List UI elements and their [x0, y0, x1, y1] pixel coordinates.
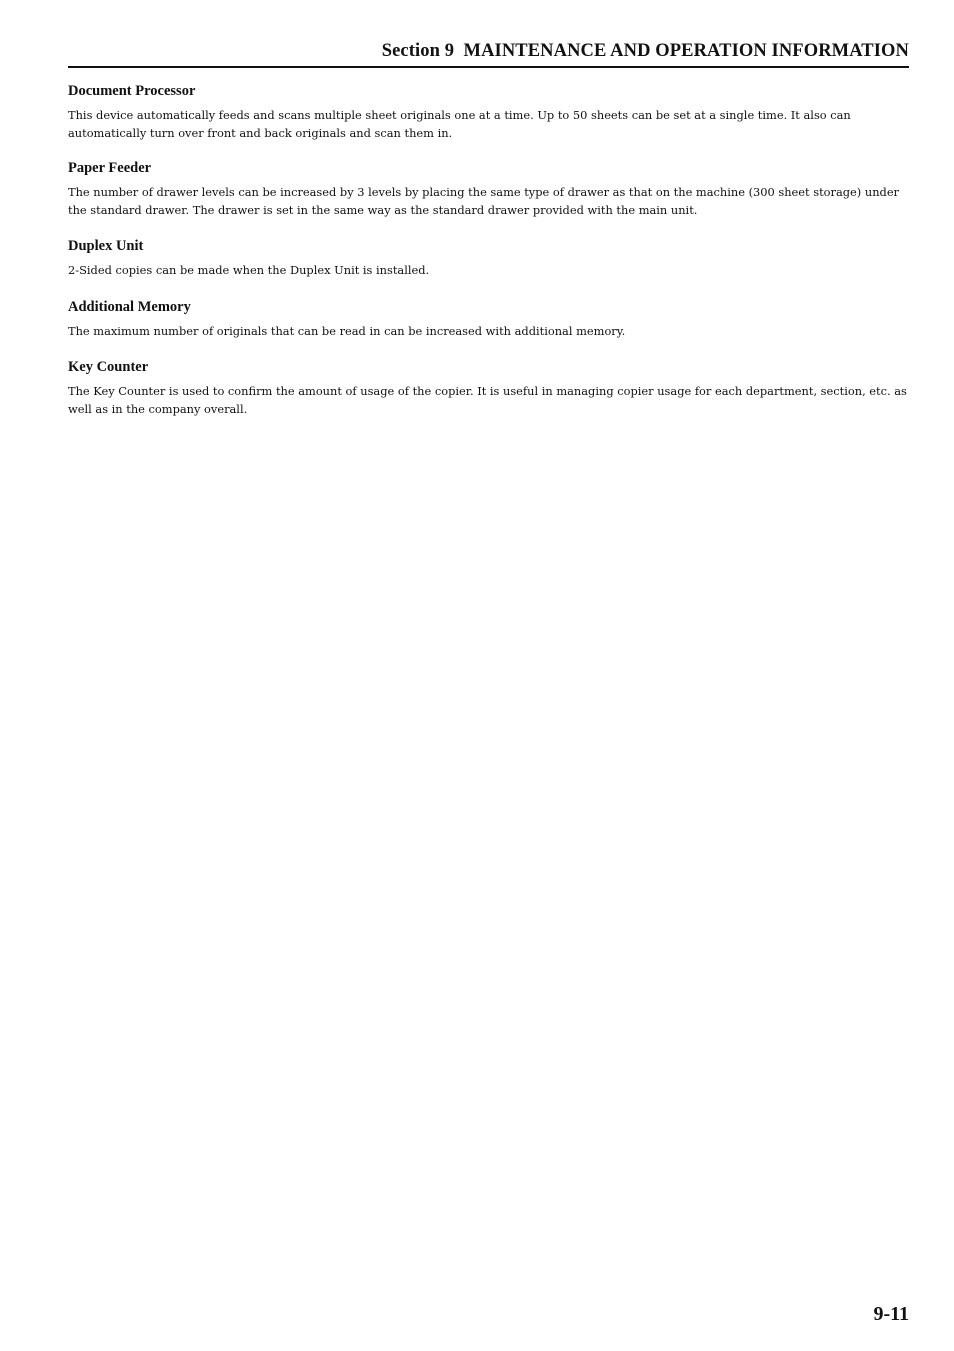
page-number: 9-11: [873, 1303, 909, 1325]
section-heading: Additional Memory: [68, 299, 191, 315]
section-heading: Document Processor: [68, 83, 196, 99]
section-body: The maximum number of originals that can be read in can be increased with additional memory.: [68, 324, 626, 338]
page-content: [68, 82, 909, 418]
section-body: This device automatically feeds and scans multiple sheet originals one at a time. Up to 50 sheets can be set at a single time. It also can automatically turn over front and back originals and scan them in.: [68, 108, 851, 140]
section-document-processor: [68, 82, 909, 142]
section-heading: Key Counter: [68, 359, 149, 375]
section-heading: Duplex Unit: [68, 238, 144, 254]
section-heading: Paper Feeder: [68, 160, 152, 176]
page-header: [68, 38, 909, 68]
section-title: Section 9 MAINTENANCE AND OPERATION INFORMATION: [381, 41, 909, 61]
section-body: 2-Sided copies can be made when the Duplex Unit is installed.: [68, 263, 430, 277]
section-body: The Key Counter is used to confirm the amount of usage of the copier. It is useful in managing copier usage for each department, section, etc. as well as in the company overall.: [68, 384, 907, 416]
section-key-counter: [68, 358, 909, 418]
section-additional-memory: [68, 298, 909, 340]
section-body: The number of drawer levels can be increased by 3 levels by placing the same type of drawer as that on the machine (300 sheet storage) under the standard drawer. The drawer is set in the same way as the standard drawer provided with the main unit.: [68, 185, 900, 217]
section-paper-feeder: [68, 159, 909, 219]
section-duplex-unit: [68, 237, 909, 279]
